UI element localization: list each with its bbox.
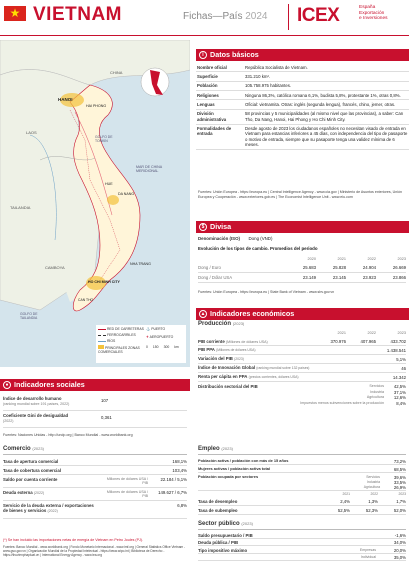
row-key: División administrativa [196, 109, 244, 124]
indicadores-sociales-header: ● Indicadores sociales [0, 379, 190, 391]
row-value: 0,361 [101, 415, 112, 420]
sociales-source: Fuentes: Naciones Unidas - http://undp.org | Banco Mundial - www.worldbank.org [3, 433, 133, 437]
row-value: 1.438.541 [386, 348, 406, 353]
row-key [3, 490, 98, 495]
icex-logo: ICEX [297, 5, 340, 26]
vietnam-map [0, 40, 190, 367]
icex-logo-subtitle: España Exportación e Inversiones [359, 5, 388, 22]
comercio-source: Fuentes: Banco Mundial - www.worldbank.org | Fondo Monetario Internacional - www.imf.org | General Statistics Office Vietnam - www.gso.gov.vn | Organización Mundial de la Propiedad Intelectual - https://www.wipo.int | Biblioteca de Derecho - https://thuvienphapluat.vn | International Energy Agency - www.iea.org [3, 545, 186, 558]
row-key: Tipo impositivo máximo [198, 547, 248, 553]
row-unit: (Millones de dólares USA) [216, 348, 256, 352]
datos-basicos-source: Fuentes: Unión Europea - https://europa.eu | Central Intelligence Agency - www.cia.gov | Ministerio de Asuntos exteriores, Unión Europea y Cooperación - www.exteriores.gob.es | The Economist Intelligence Unit - www.eiu.com [198, 190, 403, 199]
table-row [198, 546, 406, 554]
map-label-hanoi: HANOI [58, 97, 73, 102]
row-key: Religiones [196, 91, 244, 100]
divisa-denomination: Denominación (ISO) Dong (VND) [198, 236, 273, 241]
sub-value: 33,5% [393, 480, 406, 485]
row-key: Saldo presupuestario / PIB [198, 532, 253, 538]
row-unit: (2022) [3, 419, 14, 423]
row-key: Población [196, 81, 244, 90]
sociales-rows [3, 394, 187, 428]
row-unit: (precios corrientes, dólares USA) [248, 375, 299, 379]
table-row [198, 355, 406, 364]
row-value: 370.976 [330, 339, 346, 344]
dist-label: Impuestos menos subvenciones sobre la producción [300, 400, 384, 405]
row-key [198, 374, 348, 379]
row-value: 52,0% [393, 508, 406, 513]
row-value: República Socialista de Vietnam. [244, 63, 409, 72]
row-key [3, 459, 98, 464]
row-key-label: Tasa de cobertura comercial [3, 468, 61, 473]
comercio-note: (*) Se han incluido las importaciones netas de energía de Vietnam en Petro Joules (PJ). [3, 538, 143, 542]
sub-label: Agricultura [363, 485, 380, 489]
row-value: 23.149 [302, 275, 316, 280]
row-measure: Empresas [359, 547, 376, 552]
row-value: 23.145 [332, 275, 346, 280]
row-unit: (ranking mundial sobre 191 países, 2022) [3, 402, 70, 406]
row-key [198, 347, 348, 352]
row-key [198, 356, 348, 361]
map-label-camboya: CAMBOYA [45, 265, 65, 270]
row-value: 6,8% [177, 503, 187, 508]
year-label: 2021 [342, 492, 350, 496]
row-value: 52,5% [337, 508, 350, 513]
row-key-label: PIB PPA [198, 347, 215, 352]
page-header [0, 0, 409, 36]
info-icon: i [199, 51, 207, 59]
people-icon: ● [3, 381, 11, 389]
sub-value: 26,9% [393, 485, 406, 490]
row-measure: Individual [360, 555, 376, 559]
divisa-rows [198, 263, 406, 283]
vietnam-flag-icon: ★ [4, 6, 26, 21]
sub-label: Servicios [366, 475, 380, 479]
sub-value: 39,6% [393, 475, 406, 480]
year-label: 2022 [367, 331, 376, 335]
dist-label: Industria [370, 389, 384, 394]
map-label-golfo-tailandia: GOLFO DE TAILANDIA [20, 312, 38, 321]
year-label: 2023 [398, 492, 406, 496]
row-value: 407.965 [360, 339, 376, 344]
dist-label: Servicios [369, 384, 384, 388]
row-value: 107 [101, 398, 109, 403]
year-label: 2022 [367, 257, 376, 261]
row-unit: (2023) [234, 357, 244, 361]
row-key-label: Variación del PIB [198, 356, 233, 361]
row-key: Tasa de desempleo [198, 499, 238, 504]
table-row [198, 473, 406, 491]
datos-basicos-table [196, 63, 409, 150]
row-key-label: Servicio de la deuda externa / exportaciones de bienes y servicios [3, 503, 94, 514]
row-value: 46 [401, 366, 406, 371]
row-key [198, 365, 348, 370]
indic-block [198, 337, 406, 406]
row-value: 14.342 [392, 375, 406, 380]
map-label-tailandia: TAILANDIA [10, 205, 31, 210]
map-label-hcm: HO CHI MINH CITY [88, 280, 120, 284]
sub-label: Industria [366, 480, 380, 484]
comercio-title: Comercio (2023) [3, 446, 187, 455]
year-label: 2021 [337, 257, 346, 261]
map-label-cantho: CAN THO [78, 298, 94, 302]
row-value: 5,1% [396, 357, 406, 362]
table-row [3, 411, 187, 428]
dist-label: Agricultura [366, 395, 384, 399]
row-measure: Millones de dólares USA / PIB [106, 490, 148, 499]
dist-value: 42,5% [393, 384, 406, 389]
map-label-hue: HUE [105, 182, 113, 186]
table-row [198, 346, 406, 355]
port-icon: ⚓ PUERTO [146, 327, 166, 331]
map-label-golfo-tonkin: GOLFO DE TONKIN [95, 135, 113, 144]
row-value: -1,6% [394, 532, 406, 538]
row-value: 22.184 / 5,1% [160, 477, 187, 482]
table-row [3, 394, 187, 411]
row-value: 58 provincias y 5 municipalidades (al mismo nivel que las provincias), a saber: Can Tho, Da Nang, Hanoi, Hai Phong y Ho Chi Minh City. [244, 109, 409, 124]
row-value: 433.702 [390, 339, 406, 344]
year-label: 2023 [397, 257, 406, 261]
table-row [198, 382, 406, 406]
series-title: Fichas—País 2024 [183, 11, 268, 22]
map-label-laos: LAOS [26, 130, 37, 135]
currency-icon: $ [199, 223, 207, 231]
row-key: Mujeres activas / población activa total [198, 466, 271, 471]
row-key-label: Tasa de apertura comercial [3, 459, 59, 464]
row-unit: (2022) [33, 491, 45, 495]
table-row [196, 124, 409, 149]
indicadores-economicos-header: ▲ Indicadores económicos [196, 308, 409, 320]
row-key-label: Saldo por cuenta corriente [3, 477, 58, 482]
comercio-rows [3, 457, 187, 519]
produccion-title: Producción (2023) [198, 321, 245, 327]
row-value: Ninguna 86,3%, católica romana 6,1%, budista 5,8%, protestante 1%, otras 0,8%. [244, 91, 409, 100]
row-value: 168,1% [172, 459, 187, 464]
row-key: Población ocupada por sectores [198, 474, 259, 479]
row-value: 1,7% [396, 499, 406, 504]
header-divider [288, 4, 289, 30]
row-key: Formalidades de entrada [196, 124, 244, 149]
row-key-label: Índice de Innovación Global [198, 365, 256, 370]
publico-rows [198, 531, 406, 561]
row-value: 35,0% [393, 555, 406, 560]
row-value: 52,3% [365, 508, 378, 513]
dist-value: 37,1% [393, 389, 406, 395]
row-key: Deuda pública / PIB [198, 540, 239, 545]
table-row [3, 466, 187, 475]
row-value: 23.866 [392, 275, 406, 280]
table-row [3, 457, 187, 466]
datos-basicos-header: i Datos básicos [196, 49, 409, 61]
row-key: Nombre oficial [196, 63, 244, 72]
chart-icon: ▲ [200, 311, 206, 317]
table-row [196, 72, 409, 81]
dist-value: 12,6% [393, 395, 406, 400]
row-key [198, 339, 268, 344]
row-key [3, 503, 98, 514]
row-value: 149.627 / 6,7% [158, 490, 187, 495]
row-unit: (Millones de dólares USA) [225, 340, 268, 344]
row-value: Desde agosto de 2023 los ciudadanos españoles no necesitan visado de entrada en Vietnam para estancias inferiores a 45 días, con independencia del tipo de pasaporte o motivo de entrada, siempre que su pasaporte tenga una validez mínima de 6 meses. [244, 124, 409, 149]
row-value: 105.758.975 habitantes. [244, 81, 409, 90]
table-row [196, 63, 409, 72]
empleo-title: Empleo (2023) [198, 446, 406, 455]
row-key [3, 468, 98, 473]
row-key [3, 477, 98, 482]
row-key: Coeficiente Gini de desigualdad [3, 413, 69, 418]
table-row [3, 501, 187, 519]
map-label-china: CHINA [110, 70, 123, 75]
year-label: 2023 [397, 331, 406, 335]
table-row [198, 263, 406, 273]
airport-icon: ✈ AEROPUERTO [146, 335, 174, 339]
row-key: Dong / Dólar USA [198, 275, 233, 280]
table-row [198, 531, 406, 539]
row-value: 23.923 [362, 275, 376, 280]
year-label: 2020 [307, 257, 316, 261]
row-key: Lenguas [196, 100, 244, 109]
map-label-mar-china: MAR DE CHINA MERIDIONAL [136, 165, 162, 174]
row-value: 73,2% [393, 459, 406, 464]
row-key: Índice de desarrollo humano [3, 396, 62, 401]
table-row [196, 81, 409, 90]
divisa-source: Fuentes: Unión Europea - https://europa.eu | State Bank of Vietnam - www.sbv.gov.vn [198, 290, 335, 294]
row-value: 103,4% [172, 468, 187, 473]
row-measure: Millones de dólares USA / PIB [106, 477, 148, 486]
row-key: Tasa de subempleo [198, 508, 238, 513]
table-row [198, 554, 406, 562]
row-value: 34,0% [393, 540, 406, 545]
year-label: 2021 [337, 331, 346, 335]
dist-value: 8,4% [396, 400, 406, 406]
table-row [198, 539, 406, 547]
row-key-label: Deuda externa [3, 490, 33, 495]
divisa-evolution-title: Evolución de los tipos de cambio. Promedios del periodo [198, 246, 318, 251]
divisa-header: $ Divisa [196, 221, 409, 233]
map-label-haiphong: HAI PHONG [86, 104, 107, 108]
map-label-nhatrang: NHA TRANG [130, 262, 151, 266]
row-value: 24.904 [362, 265, 376, 270]
row-key-label: PIB corriente [198, 339, 225, 344]
row-key: Dong / Euro [198, 265, 221, 270]
table-row [198, 457, 406, 465]
map-scale: 0 150 300 km [146, 345, 179, 349]
row-key: Superficie [196, 72, 244, 81]
row-key-label: Renta per cápita en PPA [198, 374, 248, 379]
table-row [196, 100, 409, 109]
row-key: Distribución sectorial del PIB [198, 384, 258, 389]
table-row [198, 364, 406, 373]
row-value: 2,4% [340, 499, 350, 504]
row-value: 20,0% [393, 547, 406, 553]
row-value: 26.669 [392, 265, 406, 270]
table-row [3, 475, 187, 488]
row-unit: (ranking mundial sobre 132 países) [256, 366, 310, 370]
row-value: 331.210 km². [244, 72, 409, 81]
table-row [3, 488, 187, 501]
table-row [198, 497, 406, 506]
table-row [198, 373, 406, 382]
row-unit: (2022) [47, 509, 58, 514]
row-value: Oficial: vietnamita. Otras: inglés (segunda lengua), francés, chino, jemer, otras. [244, 100, 409, 109]
empleo-rows [198, 457, 406, 515]
table-row [198, 465, 406, 473]
row-key: Población activa / población con más de 15 años [198, 458, 289, 463]
sector-publico-title: Sector público (2023) [198, 521, 406, 530]
table-row [198, 273, 406, 283]
country-title: VIETNAM [33, 4, 122, 25]
table-row [198, 506, 406, 515]
map-label-danang: DA NANG [118, 192, 135, 196]
row-value: 1,3% [368, 499, 378, 504]
row-value: 25.683 [302, 265, 316, 270]
row-value: 68,5% [393, 467, 406, 472]
table-row [196, 109, 409, 124]
map-legend: RED DE CARRETERAS FERROCARRILES RÍOS PRINCIPALES ZONAS COMERCIALES ⚓ PUERTO ✈ AEROPUERTO 0 150 300 km [96, 325, 186, 363]
table-row [196, 91, 409, 100]
table-row [198, 337, 406, 346]
year-label: 2022 [370, 492, 378, 496]
row-value: 25.828 [332, 265, 346, 270]
